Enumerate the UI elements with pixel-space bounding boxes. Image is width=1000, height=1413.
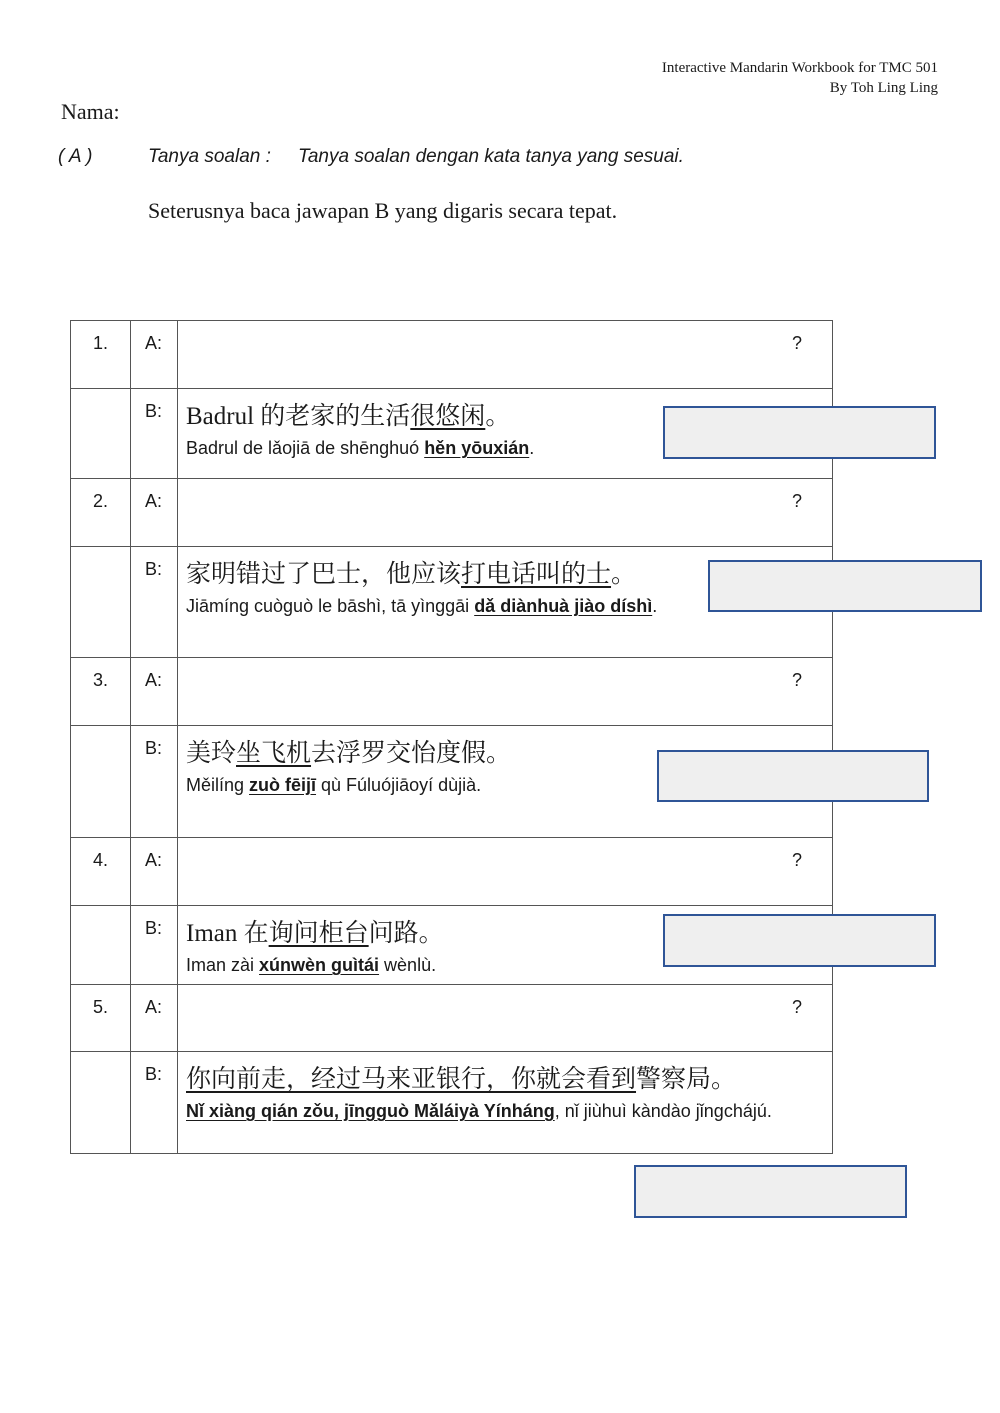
underlined-pinyin: dǎ diànhuà jiào díshì [474, 596, 653, 616]
answer-box-4[interactable] [663, 914, 936, 967]
header-workbook-title: Interactive Mandarin Workbook for TMC 501 [661, 60, 938, 76]
answer-b [178, 1052, 833, 1154]
question-mark: ? [791, 670, 802, 690]
question-mark: ? [791, 491, 802, 511]
answer-pinyin: Badrul de lǎojiā de shēnghuó hěn yōuxián. [186, 438, 535, 458]
question-a-blank [178, 838, 833, 906]
answer-box-5[interactable] [634, 1165, 907, 1218]
answer-chinese: Iman 在询问柜台问路。 [186, 920, 444, 947]
row-5-a [71, 985, 833, 1052]
answer-chinese: 家明错过了巴士，他应该打电话叫的士。 [186, 561, 637, 588]
question-a-blank [178, 985, 833, 1052]
row-2-a [71, 479, 833, 547]
speaker-b-label: B: [131, 547, 178, 658]
underlined-phrase: 很悠闲 [410, 403, 486, 430]
answer-pinyin: Měilíng zuò fēijī qù Fúluójiāoyí dùjià. [186, 775, 482, 795]
section-label: ( A ) [58, 146, 93, 167]
answer-box-3[interactable] [657, 750, 929, 802]
question-number: 2. [71, 479, 131, 547]
underlined-pinyin: zuò fēijī [249, 775, 317, 795]
answer-pinyin: Nǐ xiàng qián zǒu, jīngguò Mǎláiyà Yínháng, nǐ jiùhuì kàndào jǐngchájú. [186, 1101, 772, 1121]
question-mark: ? [791, 850, 802, 870]
speaker-a-label: A: [131, 985, 178, 1052]
answer-chinese: 你向前走，经过马来亚银行，你就会看到警察局。 [186, 1066, 737, 1093]
speaker-a-label: A: [131, 658, 178, 726]
speaker-a-label: A: [131, 838, 178, 906]
speaker-a-label: A: [131, 479, 178, 547]
answer-chinese: 美玲坐飞机去浮罗交怡度假。 [186, 740, 512, 767]
underlined-pinyin: hěn yōuxián [424, 438, 530, 458]
header-author: By Toh Ling Ling [829, 80, 938, 96]
speaker-b-label: B: [131, 1052, 178, 1154]
answer-pinyin: Jiāmíng cuòguò le bāshì, tā yìnggāi dǎ diànhuà jiào díshì. [186, 596, 658, 616]
question-mark: ? [791, 997, 802, 1017]
question-mark: ? [791, 333, 802, 353]
question-number: 5. [71, 985, 131, 1052]
question-number: 1. [71, 321, 131, 389]
section-title: Tanya soalan : [148, 146, 271, 167]
answer-pinyin: Iman zài xúnwèn guìtái wènlù. [186, 955, 437, 975]
underlined-phrase: 坐飞机 [236, 740, 312, 767]
row-3-a [71, 658, 833, 726]
underlined-phrase: 打电话叫的士 [461, 561, 612, 588]
underlined-phrase: 询问柜台 [268, 920, 369, 947]
speaker-b-label: B: [131, 906, 178, 985]
section-instruction: Tanya soalan dengan kata tanya yang sesuai. [298, 146, 684, 167]
row-1-a [71, 321, 833, 389]
row-4-a [71, 838, 833, 906]
speaker-b-label: B: [131, 726, 178, 838]
row-5-b [71, 1052, 833, 1154]
answer-chinese: Badrul 的老家的生活很悠闲。 [186, 403, 511, 430]
underlined-pinyin: xúnwèn guìtái [259, 955, 380, 975]
question-a-blank [178, 479, 833, 547]
underlined-pinyin: Nǐ xiàng qián zǒu, jīngguò Mǎláiyà Yínháng [186, 1101, 555, 1121]
name-label: Nama: [61, 99, 120, 124]
question-a-blank [178, 321, 833, 389]
section-instruction-2: Seterusnya baca jawapan B yang digaris secara tepat. [148, 198, 618, 223]
question-a-blank [178, 658, 833, 726]
answer-box-2[interactable] [708, 560, 982, 612]
speaker-a-label: A: [131, 321, 178, 389]
question-number: 3. [71, 658, 131, 726]
answer-box-1[interactable] [663, 406, 936, 459]
speaker-b-label: B: [131, 389, 178, 479]
underlined-phrase: 你向前走，经过马来亚银行，你就会看到 [186, 1066, 637, 1093]
question-number: 4. [71, 838, 131, 906]
